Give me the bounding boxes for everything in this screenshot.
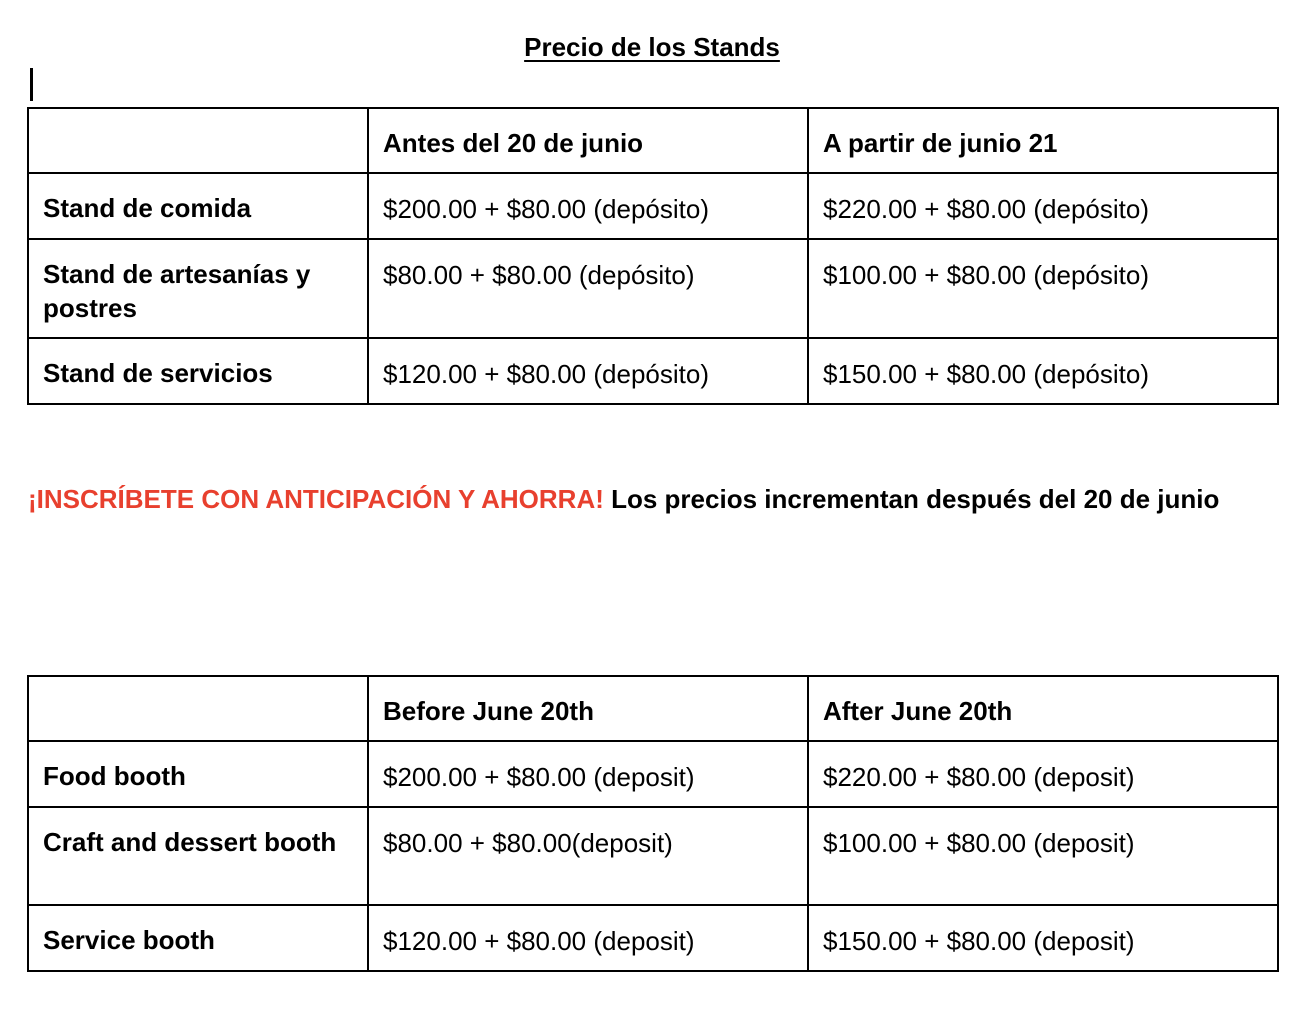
notice-text: Los precios incrementan después del 20 de junio bbox=[603, 484, 1220, 514]
price-before-cell[interactable]: $200.00 + $80.00 (depósito) bbox=[368, 173, 808, 239]
row-label-cell[interactable]: Stand de comida bbox=[28, 173, 368, 239]
notice-highlight: ¡INSCRÍBETE CON ANTICIPACIÓN Y AHORRA! bbox=[28, 484, 604, 514]
stand-price-table-es bbox=[27, 107, 1279, 405]
table-row bbox=[28, 173, 1278, 239]
table-header-corner[interactable] bbox=[28, 108, 368, 173]
table-header-row bbox=[28, 108, 1278, 173]
row-label-cell[interactable]: Food booth bbox=[28, 741, 368, 807]
row-label-cell[interactable]: Stand de servicios bbox=[28, 338, 368, 404]
table-header-row bbox=[28, 676, 1278, 741]
price-after-cell[interactable]: $150.00 + $80.00 (depósito) bbox=[808, 338, 1278, 404]
table-row bbox=[28, 741, 1278, 807]
table-header-corner[interactable] bbox=[28, 676, 368, 741]
early-registration-notice bbox=[28, 480, 1278, 519]
table-row bbox=[28, 905, 1278, 971]
price-after-cell[interactable]: $100.00 + $80.00 (depósito) bbox=[808, 239, 1278, 338]
table-row bbox=[28, 807, 1278, 905]
stand-price-table-en bbox=[27, 675, 1279, 972]
price-before-cell[interactable]: $80.00 + $80.00 (depósito) bbox=[368, 239, 808, 338]
table-header-before[interactable]: Before June 20th bbox=[368, 676, 808, 741]
price-before-cell[interactable]: $120.00 + $80.00 (depósito) bbox=[368, 338, 808, 404]
price-before-cell[interactable]: $120.00 + $80.00 (deposit) bbox=[368, 905, 808, 971]
price-before-cell[interactable]: $200.00 + $80.00 (deposit) bbox=[368, 741, 808, 807]
text-cursor bbox=[30, 68, 33, 101]
table-header-before[interactable]: Antes del 20 de junio bbox=[368, 108, 808, 173]
price-after-cell[interactable]: $220.00 + $80.00 (deposit) bbox=[808, 741, 1278, 807]
price-after-cell[interactable]: $100.00 + $80.00 (deposit) bbox=[808, 807, 1278, 905]
table-header-after[interactable]: A partir de junio 21 bbox=[808, 108, 1278, 173]
row-label-cell[interactable]: Craft and dessert booth bbox=[28, 807, 368, 905]
table-row bbox=[28, 239, 1278, 338]
row-label-cell[interactable]: Stand de artesanías y postres bbox=[28, 239, 368, 338]
row-label-cell[interactable]: Service booth bbox=[28, 905, 368, 971]
document-title: Precio de los Stands bbox=[524, 32, 780, 62]
price-after-cell[interactable]: $220.00 + $80.00 (depósito) bbox=[808, 173, 1278, 239]
price-after-cell[interactable]: $150.00 + $80.00 (deposit) bbox=[808, 905, 1278, 971]
price-before-cell[interactable]: $80.00 + $80.00(deposit) bbox=[368, 807, 808, 905]
table-header-after[interactable]: After June 20th bbox=[808, 676, 1278, 741]
table-row bbox=[28, 338, 1278, 404]
